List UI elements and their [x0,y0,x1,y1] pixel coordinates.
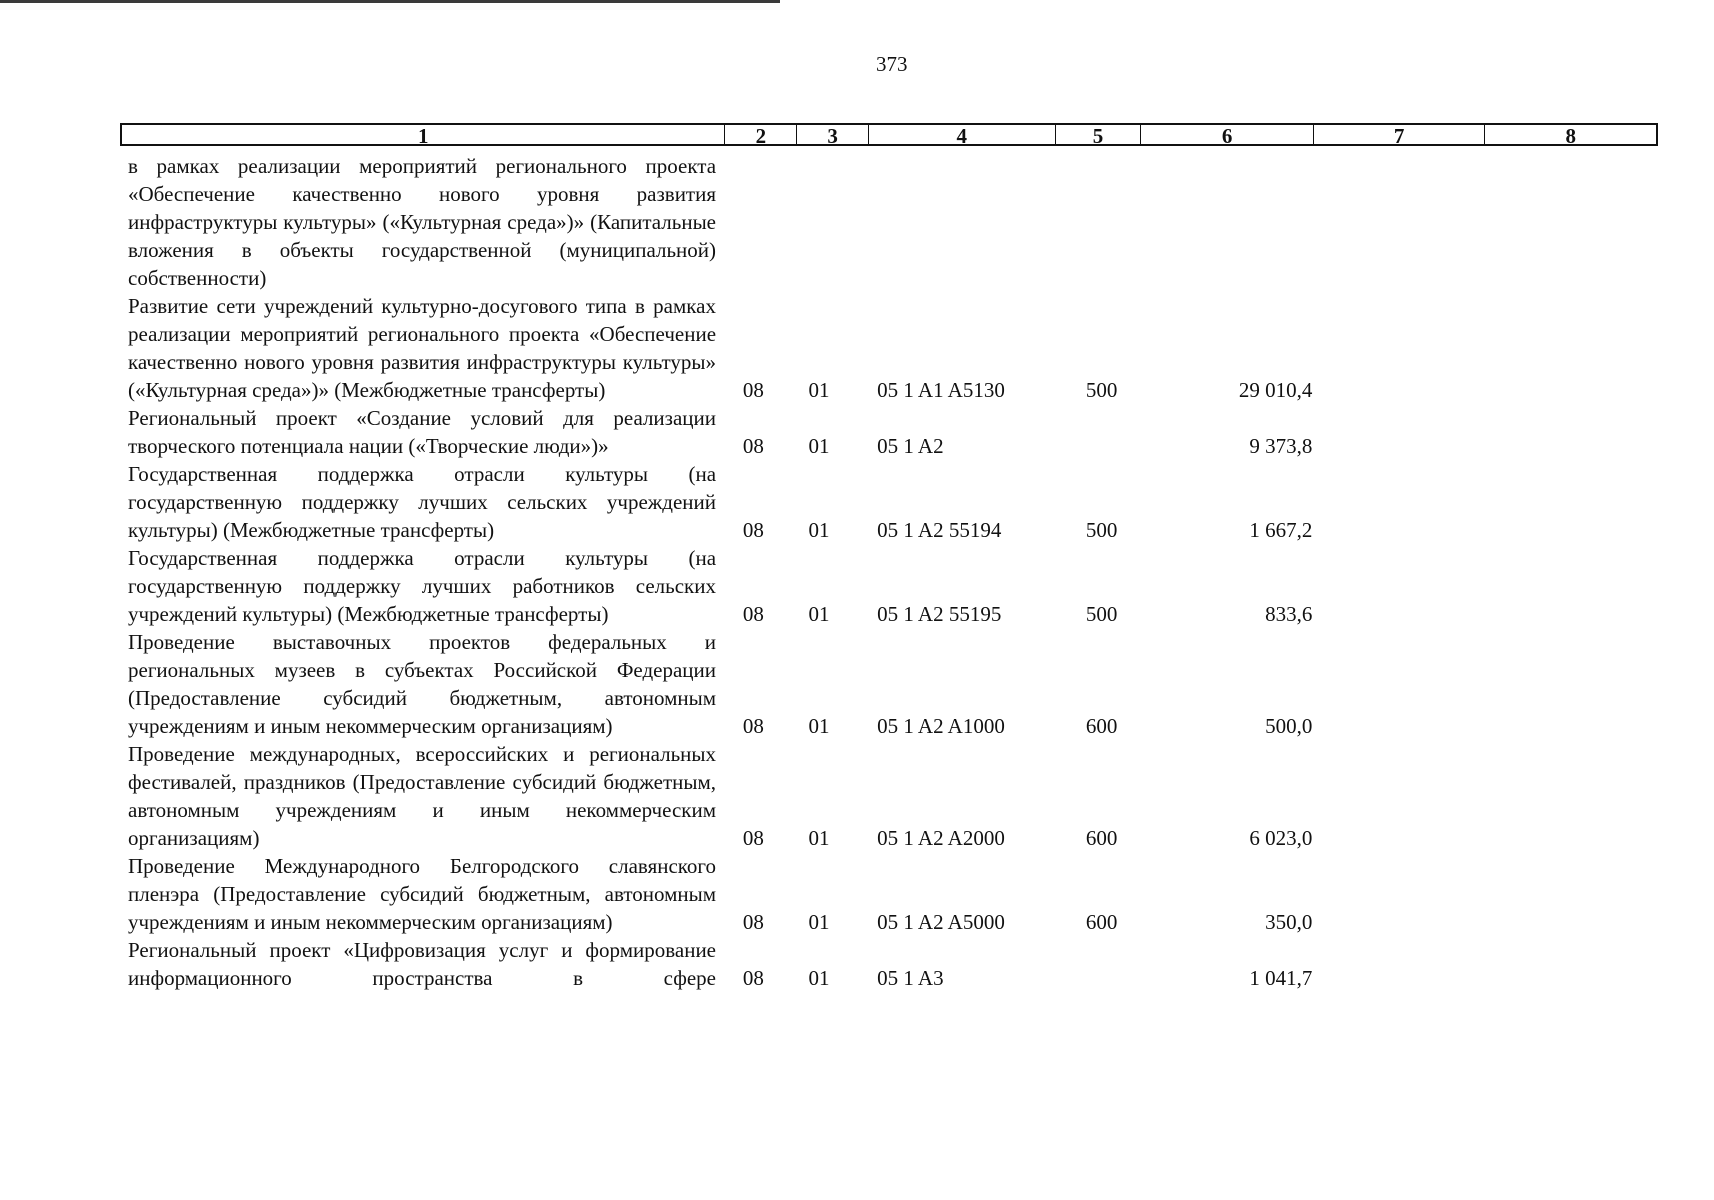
row-col-3: 01 [808,518,830,542]
row-name: Проведение Международного Белгородского славянского пленэра (Предоставление субсидий бюджетным, автономным учреждениям и иным некоммерческим организациям) [128,854,717,934]
row-col-2: 08 [742,714,764,738]
row-col-2: 08 [742,826,764,850]
header-col-2: 2 [725,125,797,144]
row-name: Региональный проект «Цифровизация услуг и формирование информационного пространства в сфере [128,938,717,990]
header-col-7: 7 [1314,125,1486,144]
header-col-4: 4 [869,125,1056,144]
row-col-4: 05 1 A1 A5130 [877,378,1005,402]
row-col-6: 1 041,7 [1249,966,1313,990]
scan-edge [0,0,780,3]
page-number: 373 [876,52,908,76]
table-row [120,152,1658,292]
budget-table [120,152,1658,992]
table-row [120,852,1658,936]
table-row [120,544,1658,628]
row-col-2: 08 [742,966,764,990]
row-name: Проведение международных, всероссийских и региональных фестивалей, праздников (Предоставление субсидий бюджетным, автономным учреждениям и иным некоммерческим организациям) [128,742,717,850]
table-row [120,936,1658,992]
row-col-4: 05 1 A2 55194 [877,518,1002,542]
row-col-5: 500 [1085,518,1118,542]
row-col-4: 05 1 A2 55195 [877,602,1002,626]
row-col-2: 08 [742,602,764,626]
row-col-6: 6 023,0 [1249,826,1313,850]
header-col-6: 6 [1141,125,1314,144]
row-col-3: 01 [808,826,830,850]
header-col-3: 3 [797,125,869,144]
row-name: Развитие сети учреждений культурно-досугового типа в рамках реализации мероприятий регионального проекта «Обеспечение качественно нового уровня развития инфраструктуры культуры» («Культурная среда»)» (Межбюджетные трансферты) [128,294,717,402]
row-name: Государственная поддержка отрасли культуры (на государственную поддержку лучших работников сельских учреждений культуры) (Межбюджетные трансферты) [128,546,717,626]
row-name: в рамках реализации мероприятий регионального проекта «Обеспечение качественно нового уровня развития инфраструктуры культуры» («Культурная среда»)» (Капитальные вложения в объекты государственной (муниципальной) собственности) [128,154,717,290]
row-col-6: 833,6 [1265,602,1313,626]
row-name: Региональный проект «Создание условий для реализации творческого потенциала нации («Творческие люди»)» [128,406,717,458]
table-header [120,123,1658,146]
table-row [120,404,1658,460]
table-row [120,740,1658,852]
row-col-3: 01 [808,602,830,626]
table-row [120,460,1658,544]
row-col-3: 01 [808,966,830,990]
row-col-6: 1 667,2 [1249,518,1313,542]
row-col-3: 01 [808,378,830,402]
row-name: Государственная поддержка отрасли культуры (на государственную поддержку лучших сельских учреждений культуры) (Межбюджетные трансферты) [128,462,717,542]
row-col-2: 08 [742,910,764,934]
row-col-5: 600 [1085,910,1118,934]
row-col-3: 01 [808,910,830,934]
row-col-4: 05 1 A2 A1000 [877,714,1005,738]
row-col-5: 600 [1085,826,1118,850]
row-col-4: 05 1 A2 A2000 [877,826,1005,850]
row-col-6: 500,0 [1265,714,1313,738]
row-col-4: 05 1 A3 [877,966,944,990]
row-col-2: 08 [742,378,764,402]
row-col-5: 600 [1085,714,1118,738]
row-col-6: 29 010,4 [1238,378,1313,402]
row-col-2: 08 [742,434,764,458]
header-col-8: 8 [1565,124,1576,148]
header-col-1: 1 [122,125,725,144]
row-col-6: 350,0 [1265,910,1313,934]
row-col-5: 500 [1085,378,1118,402]
row-col-3: 01 [808,434,830,458]
row-name: Проведение выставочных проектов федеральных и региональных музеев в субъектах Российской Федерации (Предоставление субсидий бюджетным, автономным учреждениям и иным некоммерческим организациям) [128,630,717,738]
table-row [120,292,1658,404]
row-col-2: 08 [742,518,764,542]
row-col-5: 500 [1085,602,1118,626]
row-col-4: 05 1 A2 [877,434,944,458]
header-col-5: 5 [1056,125,1142,144]
row-col-6: 9 373,8 [1249,434,1313,458]
table-row [120,628,1658,740]
row-col-4: 05 1 A2 A5000 [877,910,1005,934]
row-col-3: 01 [808,714,830,738]
